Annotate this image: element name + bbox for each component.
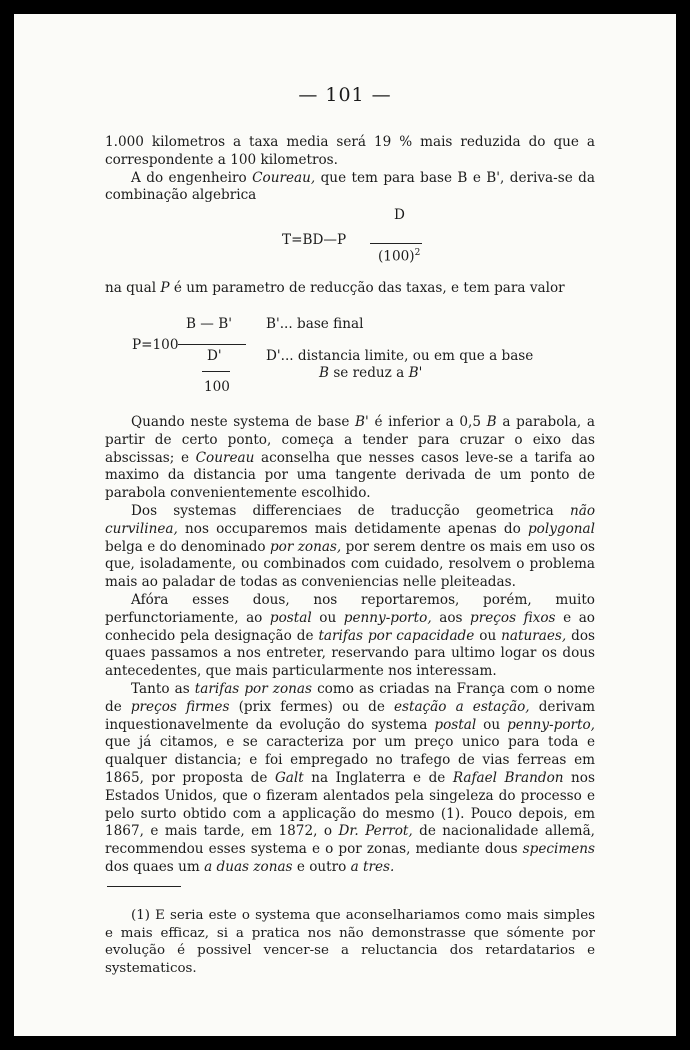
formula-t-exponent: 2 — [414, 248, 421, 258]
na-qual-paragraph — [105, 280, 595, 298]
p3-i3: preços fixos — [470, 609, 556, 626]
p4-i6: Galt — [274, 769, 304, 786]
p4-t10: dos quaes um — [105, 858, 205, 875]
na-qual-post: é um parametro de reducção das taxas, e tem para valor — [169, 280, 565, 296]
p1-t3: a parabola, a partir de certo ponto, começa a tender para cruzar o eixo das abscissas; e — [105, 414, 595, 466]
p3-t1: Afóra esses dous, nos reportaremos, porém, muito perfunctoriamente, ao — [105, 591, 595, 626]
formula-t-denominator-base: (100) — [378, 248, 415, 265]
p4-i11: a tres. — [350, 858, 395, 875]
p4-t7: na Inglaterra e de — [303, 769, 453, 786]
footnote-rule — [107, 886, 181, 887]
page-number: — 101 — — [298, 84, 392, 106]
formula-p-sub-bar — [202, 371, 230, 372]
def3-var2: B' — [408, 365, 423, 381]
p4-t3: (prix fermes) ou de — [229, 698, 394, 715]
p4-t5: ou — [476, 716, 508, 733]
formula-p-numerator: B — B' — [186, 316, 232, 332]
p1-t4: aconselha que nesses casos leve-se a tarifa ao maximo da distancia por uma tangente derivada de um ponto de parabola convenientemente escolhido. — [105, 449, 595, 502]
formula-t-numerator: D — [394, 207, 405, 223]
paragraph-afora — [105, 592, 595, 681]
formula-t-fraction-bar — [370, 243, 422, 244]
p4-i7: Rafael Brandon — [452, 769, 564, 786]
p3-t6: dos quaes passamos a nos entreter, reservando para ultimo logar os dous antecedentes, que mais particularmente nos interessam. — [105, 627, 595, 680]
p3-t4: e ao conhecido pela designação de — [105, 609, 595, 644]
na-qual-pre: na qual — [105, 280, 161, 296]
paragraph-quando — [105, 414, 595, 503]
p4-i8: Dr. Perrot, — [338, 823, 413, 840]
p4-i5: penny-porto, — [507, 716, 595, 733]
p3-t5: ou — [474, 627, 502, 644]
def3-text: se reduz a — [329, 365, 409, 381]
p4-t8: nos Estados Unidos, que o fizeram alentados pela singeleza do processo e pelo surto obtido com a applicação do mesmo (1). Pouco depois, em 1867, e mais tarde, em 1872, o — [105, 769, 595, 840]
formula-p-def3 — [319, 365, 422, 381]
coureau-paragraph — [105, 170, 595, 206]
intro-paragraph: 1.000 kilometros a taxa media será 19 % mais reduzida do que a correspondente a 100 kilometros. — [105, 134, 595, 168]
p2-i2: polygonal — [527, 520, 595, 537]
p4-t1: Tanto as — [131, 680, 195, 697]
p3-i2: penny-porto, — [343, 609, 432, 626]
p1-v3: Coureau — [195, 449, 255, 466]
p1-v1: B' — [355, 414, 369, 430]
p4-t4: derivam inquestionavelmente da evolução do systema — [105, 698, 595, 733]
p4-i3: estação a estação, — [393, 698, 530, 715]
p1-t1: Quando neste systema de base — [131, 414, 356, 430]
def3-var: B — [319, 365, 329, 381]
formula-p-den-top: D' — [207, 348, 222, 364]
p4-i4: postal — [434, 716, 477, 733]
p2-i1: não curvilinea, — [105, 502, 595, 537]
p1-v2: B — [486, 414, 497, 430]
p3-i1: postal — [269, 609, 312, 626]
p4-t9: de nacionalidade allemã, recommendou esses systema e o por zonas, mediante dous — [105, 823, 596, 858]
coureau-post: que tem para base B e B', deriva-se da combinação algebrica — [105, 169, 595, 204]
na-qual-block — [105, 280, 595, 298]
p2-t3: belga e do denominado — [105, 538, 270, 555]
p2-t1: Dos systemas differenciaes de traducção geometrica — [131, 502, 570, 519]
paragraph-tanto — [105, 681, 595, 877]
p2-t4: por serem dentre os mais em uso os que, isoladamente, ou combinados com cuidado, resolvem o problema mais ao paladar de todas as conveniencias nelle pleiteadas. — [105, 538, 595, 591]
footnote — [105, 907, 595, 977]
p4-t11: e outro — [292, 858, 351, 875]
formula-t-denominator — [378, 248, 420, 265]
footnote-text: (1) E seria este o systema que aconselhariamos como mais simples e mais efficaz, si a pratica nos não demonstrasse que sómente por evolução é possivel vencer-se a reluctancia dos retardatarios e systematicos. — [105, 908, 595, 976]
formula-p-main-bar — [178, 344, 246, 345]
p2-i3: por zonas, — [269, 538, 342, 555]
p4-i9: specimens — [522, 841, 595, 858]
p3-t3: aos — [431, 609, 471, 626]
p2-t2: nos occuparemos mais detidamente apenas do — [177, 520, 528, 537]
formula-p-den-bottom: 100 — [204, 379, 230, 395]
p4-i1: tarifas por zonas — [194, 680, 312, 697]
main-text — [105, 414, 595, 877]
formula-p-def1: B'... base final — [266, 316, 364, 332]
coureau-name: Coureau, — [252, 169, 316, 186]
intro-block — [105, 134, 595, 205]
document-page — [14, 14, 676, 1036]
p4-i10: a duas zonas — [204, 858, 293, 875]
p3-i5: naturaes, — [501, 627, 567, 644]
paragraph-dos-systemas — [105, 503, 595, 592]
formula-t-lhs: T=BD—P — [282, 232, 347, 248]
p1-t2: é inferior a 0,5 — [368, 414, 487, 430]
p3-t2: ou — [311, 609, 344, 626]
p3-i4: tarifas por capacidade — [318, 627, 475, 644]
p4-t6: que já citamos, e se caracteriza por um preço unico para toda e qualquer distancia; e foi empregado no trafego de vias ferreas em 1865, por proposta de — [105, 734, 595, 786]
formula-p-lhs: P=100 — [132, 337, 179, 353]
p4-i2: preços firmes — [130, 698, 230, 715]
na-qual-var: P — [160, 280, 170, 296]
formula-p-def2: D'... distancia limite, ou em que a base — [266, 348, 534, 364]
coureau-pre: A do engenheiro — [131, 169, 253, 186]
p4-t2: como as criadas na França com o nome de — [105, 680, 596, 715]
